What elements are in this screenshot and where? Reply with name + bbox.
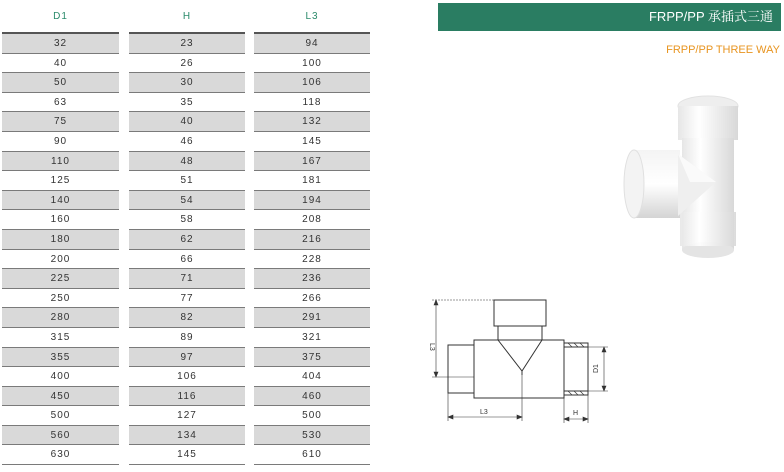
table-cell-h: 134	[129, 426, 245, 446]
table-cell-l3: 194	[254, 191, 370, 211]
column-l3	[254, 2, 370, 465]
dim-h: H	[573, 410, 579, 417]
table-cell-h: 62	[129, 230, 245, 250]
column-d1	[2, 2, 119, 465]
table-cell-d1: 90	[2, 132, 119, 152]
table-cell-h: 35	[129, 93, 245, 113]
table-cell-l3: 167	[254, 152, 370, 172]
table-cell-h: 54	[129, 191, 245, 211]
table-cell-h: 97	[129, 348, 245, 368]
table-cell-l3: 228	[254, 250, 370, 270]
table-cell-d1: 40	[2, 54, 119, 74]
table-cell-d1: 140	[2, 191, 119, 211]
table-cell-h: 40	[129, 112, 245, 132]
table-cell-h: 26	[129, 54, 245, 74]
table-cell-l3: 404	[254, 367, 370, 387]
column-h	[129, 2, 245, 465]
table-cell-d1: 225	[2, 269, 119, 289]
technical-drawing	[418, 293, 618, 428]
product-title-bar	[438, 3, 781, 31]
table-cell-d1: 200	[2, 250, 119, 270]
table-cell-h: 145	[129, 445, 245, 465]
table-cell-h: 82	[129, 308, 245, 328]
table-cell-d1: 400	[2, 367, 119, 387]
table-cell-h: 77	[129, 289, 245, 309]
table-cell-d1: 180	[2, 230, 119, 250]
column-l3-cells	[254, 34, 370, 465]
table-cell-l3: 118	[254, 93, 370, 113]
table-cell-h: 46	[129, 132, 245, 152]
table-cell-h: 66	[129, 250, 245, 270]
dim-d1: D1	[593, 364, 600, 373]
table-cell-d1: 50	[2, 73, 119, 93]
column-h-cells	[129, 34, 245, 465]
table-cell-l3: 500	[254, 406, 370, 426]
table-cell-l3: 610	[254, 445, 370, 465]
table-cell-h: 89	[129, 328, 245, 348]
table-cell-l3: 216	[254, 230, 370, 250]
table-cell-l3: 181	[254, 171, 370, 191]
table-cell-l3: 460	[254, 387, 370, 407]
table-cell-l3: 236	[254, 269, 370, 289]
table-cell-l3: 94	[254, 34, 370, 54]
table-cell-h: 127	[129, 406, 245, 426]
table-cell-h: 71	[129, 269, 245, 289]
table-cell-h: 116	[129, 387, 245, 407]
tee-fitting-photo	[620, 94, 750, 260]
table-cell-d1: 110	[2, 152, 119, 172]
dim-l3-horizontal: L3	[480, 409, 488, 416]
table-cell-h: 30	[129, 73, 245, 93]
product-subtitle: FRPP/PP THREE WAY	[666, 44, 780, 56]
table-cell-l3: 266	[254, 289, 370, 309]
table-cell-h: 48	[129, 152, 245, 172]
table-cell-h: 51	[129, 171, 245, 191]
table-cell-h: 23	[129, 34, 245, 54]
table-cell-l3: 530	[254, 426, 370, 446]
table-cell-d1: 280	[2, 308, 119, 328]
table-cell-d1: 32	[2, 34, 119, 54]
product-title: FRPP/PP 承插式三通	[648, 9, 773, 24]
column-header-d1: D1	[2, 2, 119, 34]
table-cell-d1: 500	[2, 406, 119, 426]
table-cell-l3: 321	[254, 328, 370, 348]
table-cell-d1: 355	[2, 348, 119, 368]
table-cell-l3: 106	[254, 73, 370, 93]
table-cell-d1: 250	[2, 289, 119, 309]
column-header-h: H	[129, 2, 245, 34]
table-cell-d1: 63	[2, 93, 119, 113]
table-cell-l3: 208	[254, 210, 370, 230]
table-cell-d1: 315	[2, 328, 119, 348]
table-cell-d1: 75	[2, 112, 119, 132]
table-cell-l3: 291	[254, 308, 370, 328]
table-cell-d1: 630	[2, 445, 119, 465]
table-cell-d1: 560	[2, 426, 119, 446]
table-cell-h: 106	[129, 367, 245, 387]
table-cell-l3: 145	[254, 132, 370, 152]
column-header-l3: L3	[254, 2, 370, 34]
table-cell-d1: 160	[2, 210, 119, 230]
table-cell-l3: 100	[254, 54, 370, 74]
table-cell-l3: 132	[254, 112, 370, 132]
table-cell-d1: 450	[2, 387, 119, 407]
table-cell-d1: 125	[2, 171, 119, 191]
table-cell-l3: 375	[254, 348, 370, 368]
dim-l3-vertical: L3	[428, 343, 435, 351]
column-d1-cells	[2, 34, 119, 465]
table-cell-h: 58	[129, 210, 245, 230]
